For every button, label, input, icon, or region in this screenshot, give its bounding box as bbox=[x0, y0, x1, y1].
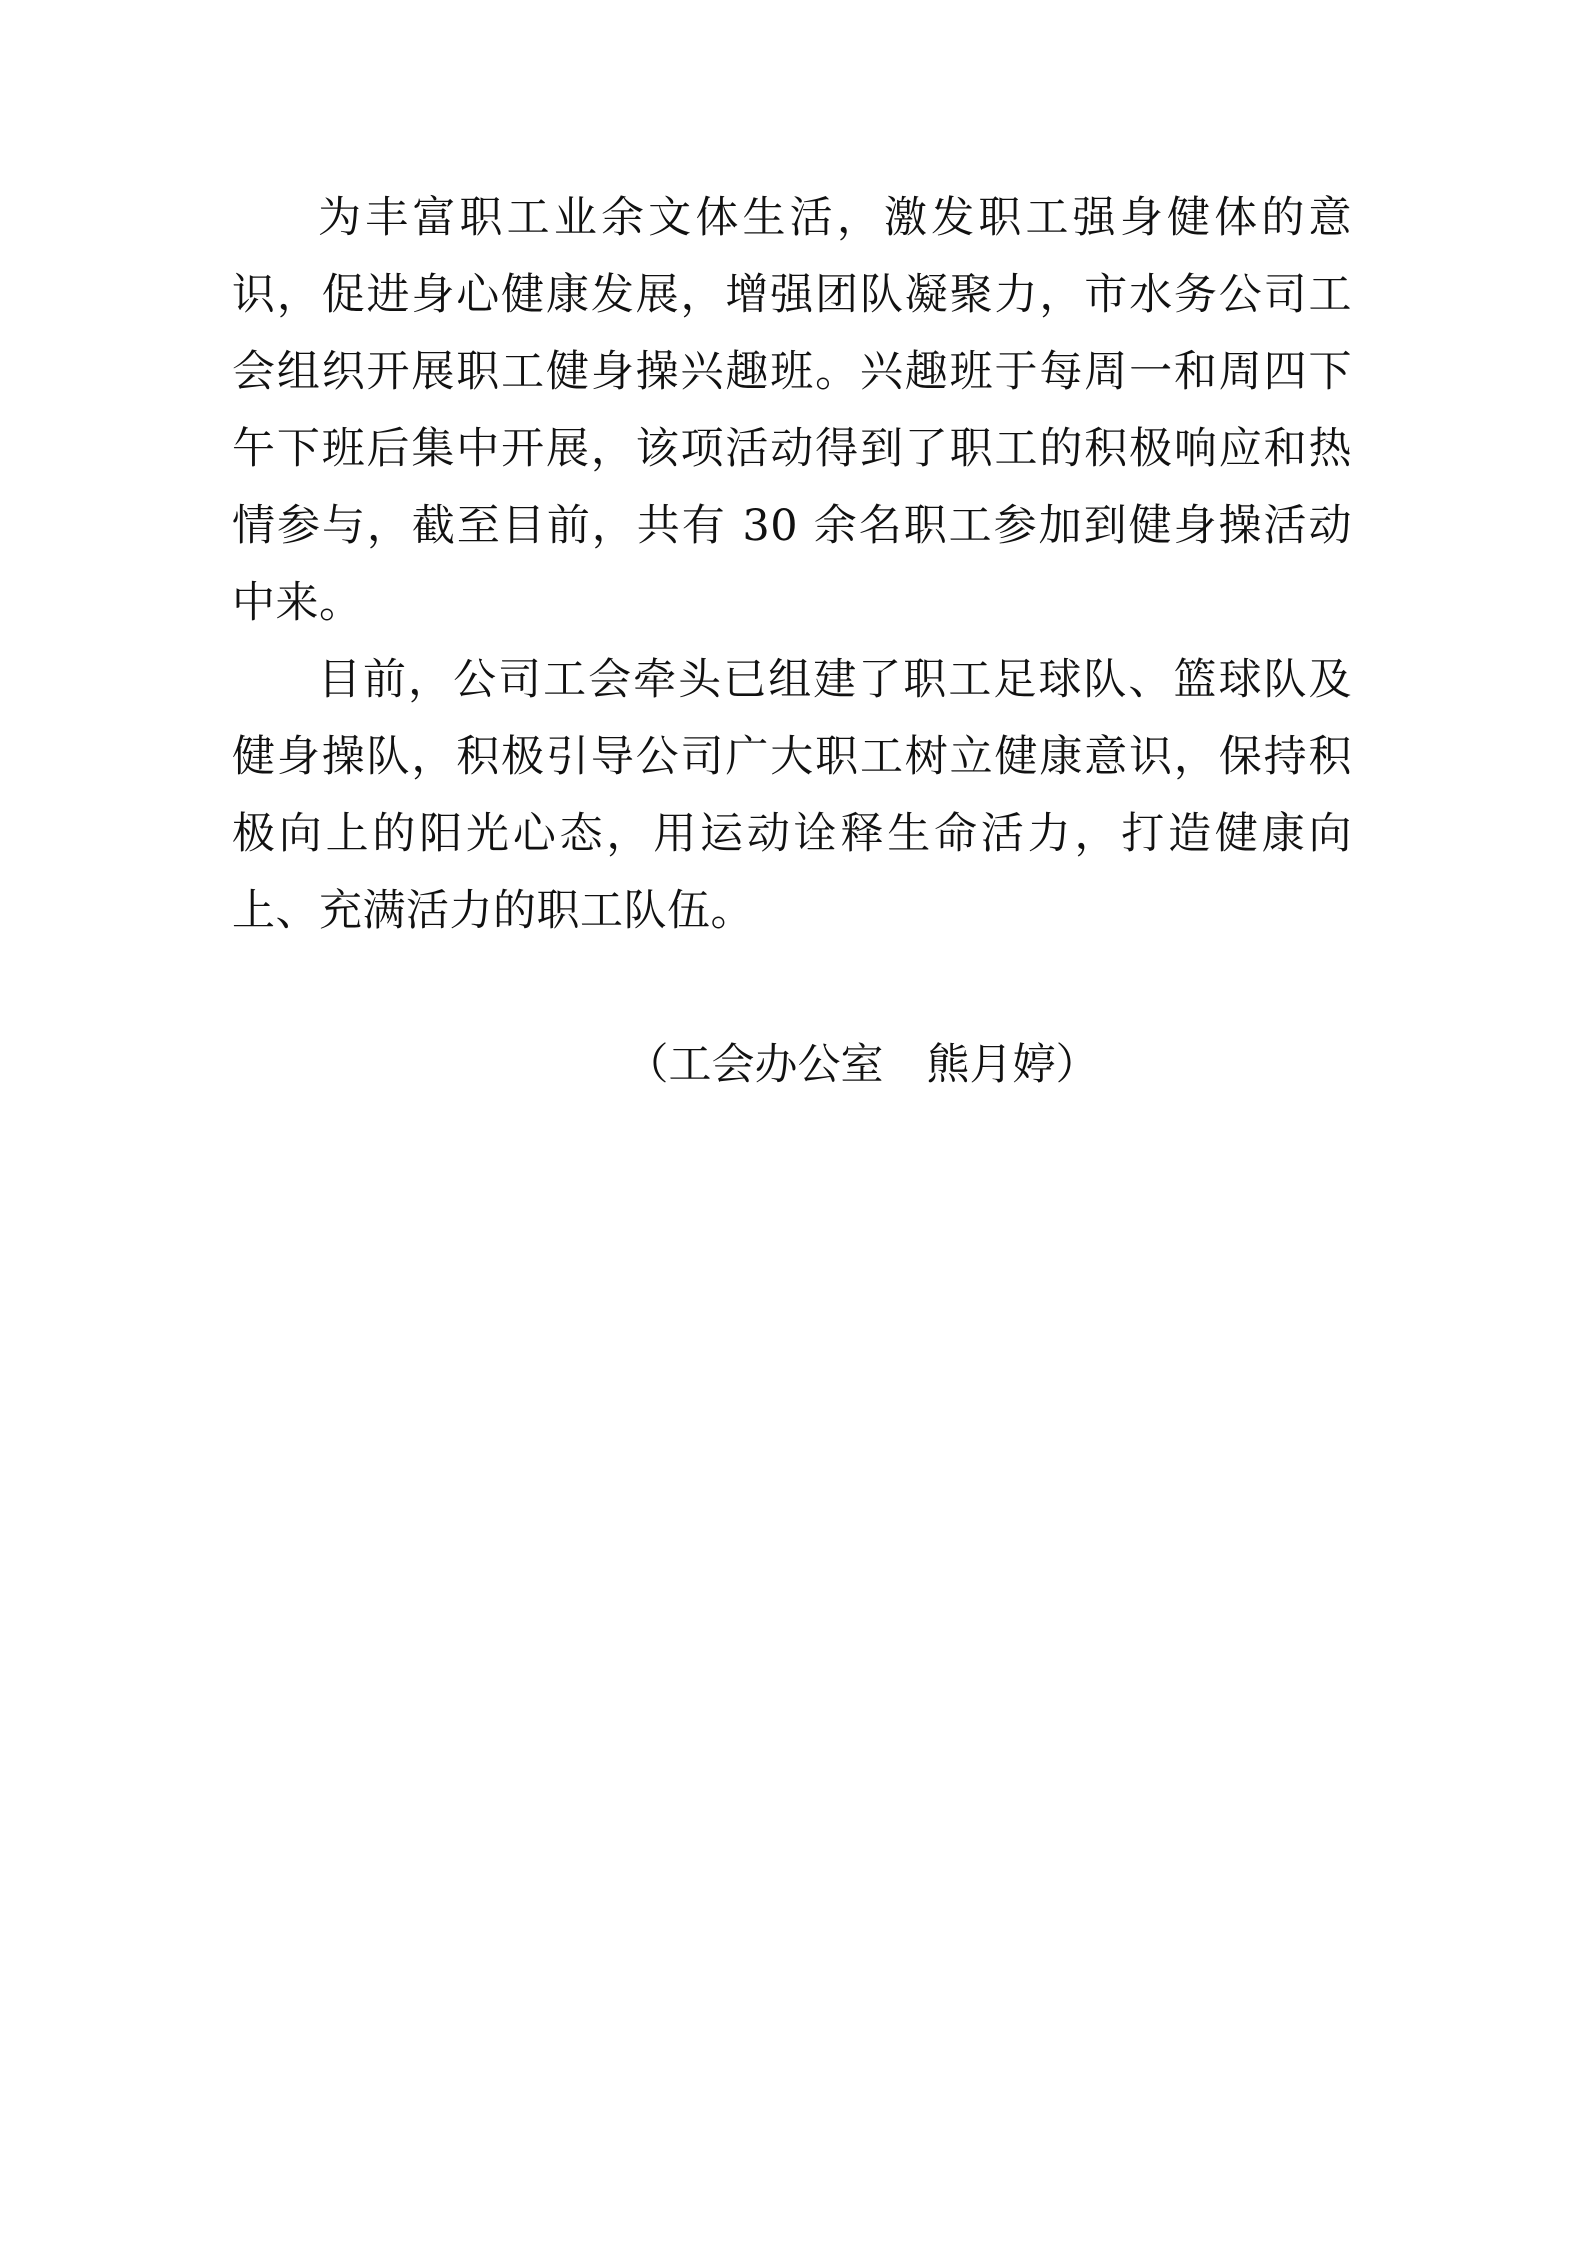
document-body bbox=[232, 180, 1352, 950]
paragraph-2: 目前，公司工会牵头已组建了职工足球队、篮球队及健身操队，积极引导公司广大职工树立健康意识，保持积极向上的阳光心态，用运动诠释生命活力，打造健康向上、充满活力的职工队伍。 bbox=[232, 655, 1352, 936]
document-signature: （工会办公室 熊月婷） bbox=[625, 1040, 1099, 1090]
paragraph-1: 为丰富职工业余文体生活，激发职工强身健体的意识，促进身心健康发展，增强团队凝聚力，市水务公司工会组织开展职工健身操兴趣班。兴趣班于每周一和周四下午下班后集中开展，该项活动得到了职工的积极响应和热情参与，截至目前，共有 30 余名职工参加到健身操活动中来。 bbox=[232, 193, 1352, 628]
